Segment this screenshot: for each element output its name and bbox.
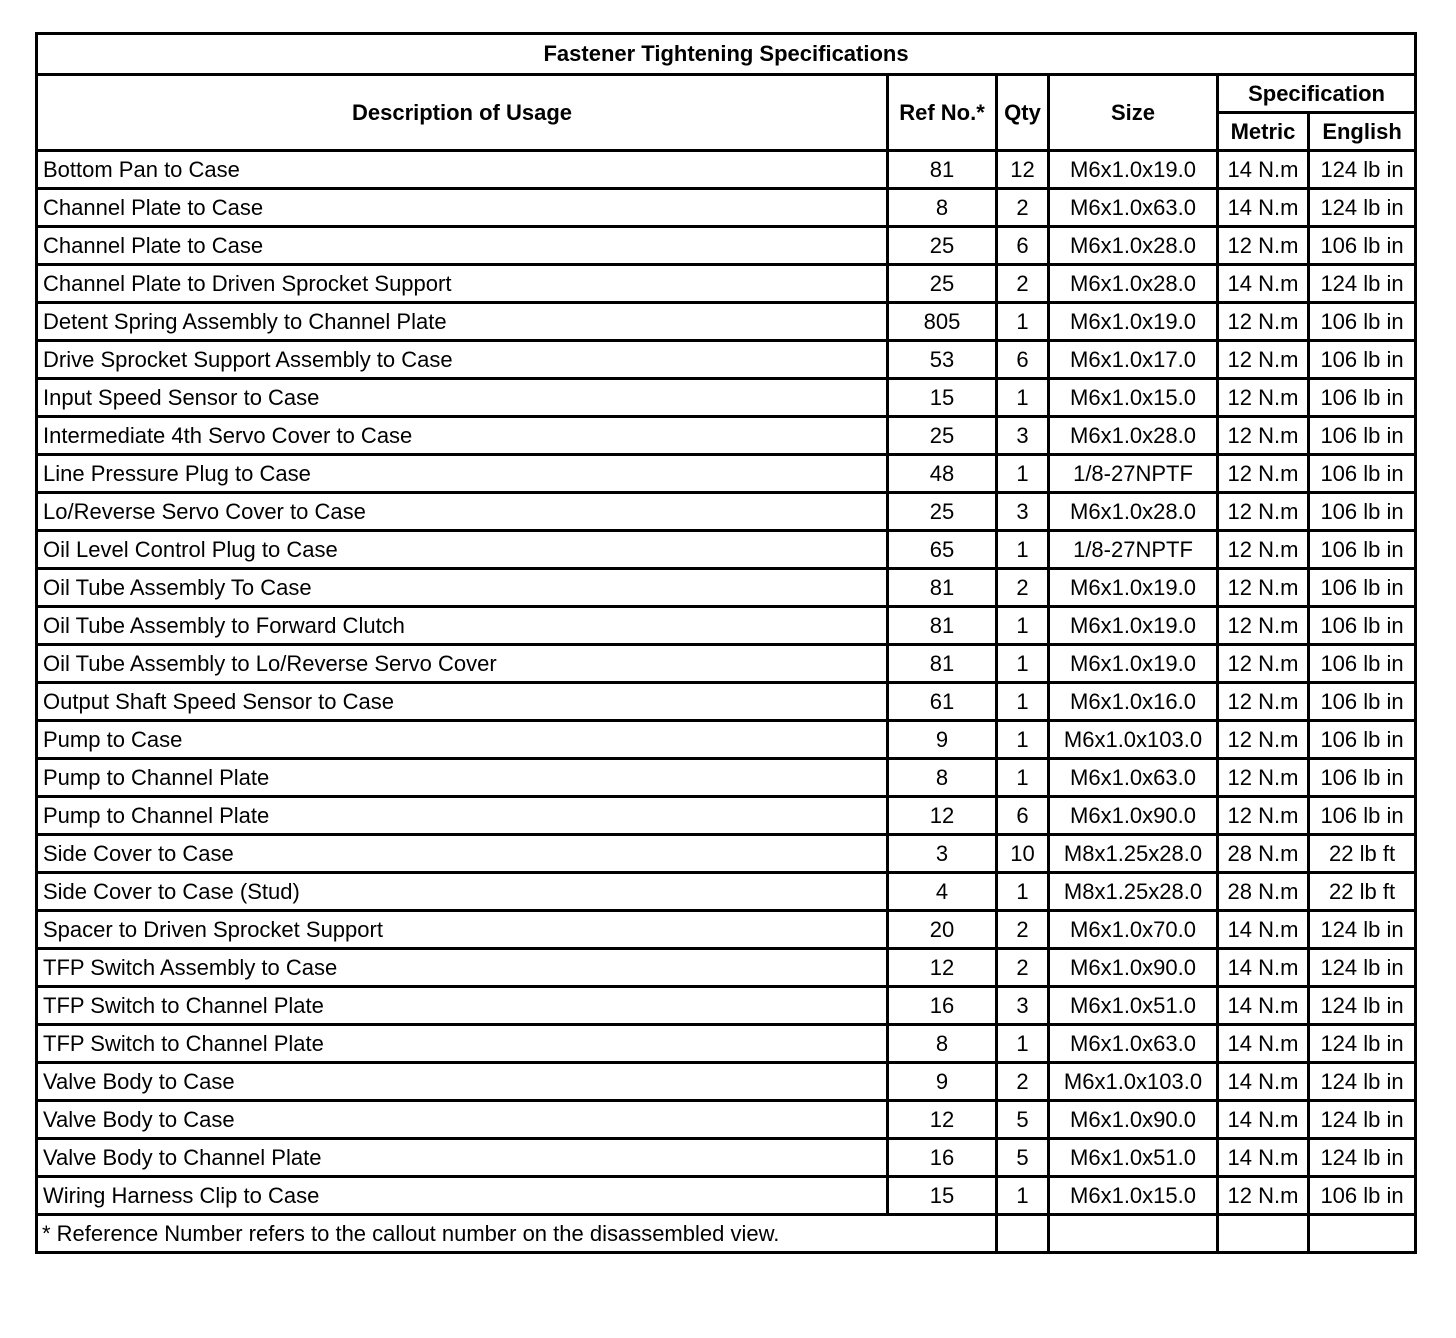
cell-ref-no: 805 (888, 303, 997, 341)
table-row (37, 493, 1416, 531)
cell-description: Valve Body to Channel Plate (37, 1139, 888, 1177)
table-row (37, 1101, 1416, 1139)
cell-metric: 14 N.m (1218, 949, 1309, 987)
cell-ref-no: 81 (888, 151, 997, 189)
cell-size: M6x1.0x19.0 (1049, 607, 1218, 645)
cell-description: Pump to Channel Plate (37, 797, 888, 835)
cell-qty: 2 (997, 911, 1049, 949)
table-row (37, 949, 1416, 987)
cell-qty: 1 (997, 873, 1049, 911)
cell-qty: 2 (997, 265, 1049, 303)
cell-metric: 14 N.m (1218, 1101, 1309, 1139)
cell-qty: 5 (997, 1101, 1049, 1139)
cell-ref-no: 81 (888, 569, 997, 607)
cell-size: M6x1.0x51.0 (1049, 1139, 1218, 1177)
cell-size: 1/8-27NPTF (1049, 531, 1218, 569)
cell-qty: 1 (997, 379, 1049, 417)
cell-ref-no: 4 (888, 873, 997, 911)
table-row (37, 1139, 1416, 1177)
table-row (37, 455, 1416, 493)
cell-english: 106 lb in (1309, 531, 1416, 569)
cell-english: 106 lb in (1309, 1177, 1416, 1215)
cell-english: 124 lb in (1309, 1025, 1416, 1063)
cell-size: M6x1.0x70.0 (1049, 911, 1218, 949)
footer-empty-cell (1309, 1215, 1416, 1253)
cell-english: 106 lb in (1309, 227, 1416, 265)
table-row (37, 341, 1416, 379)
cell-metric: 12 N.m (1218, 797, 1309, 835)
cell-size: M6x1.0x90.0 (1049, 1101, 1218, 1139)
cell-size: M6x1.0x17.0 (1049, 341, 1218, 379)
cell-description: Channel Plate to Case (37, 189, 888, 227)
cell-size: M6x1.0x19.0 (1049, 645, 1218, 683)
cell-english: 22 lb ft (1309, 835, 1416, 873)
cell-english: 124 lb in (1309, 1063, 1416, 1101)
cell-ref-no: 48 (888, 455, 997, 493)
cell-description: Side Cover to Case (Stud) (37, 873, 888, 911)
cell-english: 106 lb in (1309, 303, 1416, 341)
cell-metric: 12 N.m (1218, 493, 1309, 531)
cell-english: 124 lb in (1309, 911, 1416, 949)
cell-english: 106 lb in (1309, 341, 1416, 379)
cell-ref-no: 25 (888, 227, 997, 265)
cell-size: M6x1.0x28.0 (1049, 493, 1218, 531)
table-row (37, 1025, 1416, 1063)
footer-empty-cell (1049, 1215, 1218, 1253)
cell-metric: 14 N.m (1218, 987, 1309, 1025)
cell-metric: 14 N.m (1218, 151, 1309, 189)
cell-ref-no: 9 (888, 1063, 997, 1101)
cell-qty: 2 (997, 1063, 1049, 1101)
cell-qty: 1 (997, 759, 1049, 797)
cell-metric: 12 N.m (1218, 341, 1309, 379)
cell-description: Channel Plate to Driven Sprocket Support (37, 265, 888, 303)
cell-description: Input Speed Sensor to Case (37, 379, 888, 417)
cell-size: M6x1.0x28.0 (1049, 417, 1218, 455)
cell-description: Valve Body to Case (37, 1063, 888, 1101)
cell-metric: 12 N.m (1218, 227, 1309, 265)
cell-english: 124 lb in (1309, 1139, 1416, 1177)
cell-description: Bottom Pan to Case (37, 151, 888, 189)
header-description: Description of Usage (37, 75, 888, 151)
cell-english: 106 lb in (1309, 569, 1416, 607)
cell-metric: 12 N.m (1218, 683, 1309, 721)
cell-ref-no: 12 (888, 949, 997, 987)
cell-description: Output Shaft Speed Sensor to Case (37, 683, 888, 721)
cell-description: Wiring Harness Clip to Case (37, 1177, 888, 1215)
cell-description: Detent Spring Assembly to Channel Plate (37, 303, 888, 341)
table-row (37, 797, 1416, 835)
cell-metric: 28 N.m (1218, 873, 1309, 911)
cell-size: M6x1.0x90.0 (1049, 797, 1218, 835)
footnote: * Reference Number refers to the callout number on the disassembled view. (37, 1215, 997, 1253)
cell-description: Oil Tube Assembly to Forward Clutch (37, 607, 888, 645)
cell-description: Channel Plate to Case (37, 227, 888, 265)
header-ref-no: Ref No.* (888, 75, 997, 151)
cell-metric: 12 N.m (1218, 645, 1309, 683)
cell-qty: 1 (997, 683, 1049, 721)
cell-metric: 14 N.m (1218, 1025, 1309, 1063)
cell-metric: 12 N.m (1218, 531, 1309, 569)
cell-metric: 12 N.m (1218, 607, 1309, 645)
cell-english: 106 lb in (1309, 721, 1416, 759)
cell-description: Lo/Reverse Servo Cover to Case (37, 493, 888, 531)
cell-english: 106 lb in (1309, 455, 1416, 493)
cell-size: M6x1.0x16.0 (1049, 683, 1218, 721)
cell-english: 124 lb in (1309, 949, 1416, 987)
cell-ref-no: 65 (888, 531, 997, 569)
cell-qty: 1 (997, 607, 1049, 645)
table-row (37, 151, 1416, 189)
cell-qty: 1 (997, 303, 1049, 341)
cell-size: M6x1.0x63.0 (1049, 1025, 1218, 1063)
cell-qty: 10 (997, 835, 1049, 873)
table-row (37, 645, 1416, 683)
cell-description: Valve Body to Case (37, 1101, 888, 1139)
table-row (37, 417, 1416, 455)
fastener-spec-table (35, 32, 1417, 1254)
cell-metric: 14 N.m (1218, 265, 1309, 303)
cell-ref-no: 15 (888, 379, 997, 417)
cell-qty: 6 (997, 341, 1049, 379)
table-row (37, 759, 1416, 797)
cell-size: M6x1.0x28.0 (1049, 227, 1218, 265)
cell-qty: 12 (997, 151, 1049, 189)
cell-qty: 3 (997, 493, 1049, 531)
table-row (37, 911, 1416, 949)
table-row (37, 873, 1416, 911)
cell-qty: 1 (997, 531, 1049, 569)
cell-qty: 2 (997, 949, 1049, 987)
cell-description: Intermediate 4th Servo Cover to Case (37, 417, 888, 455)
cell-english: 124 lb in (1309, 987, 1416, 1025)
cell-qty: 3 (997, 417, 1049, 455)
cell-size: 1/8-27NPTF (1049, 455, 1218, 493)
cell-description: Side Cover to Case (37, 835, 888, 873)
cell-english: 106 lb in (1309, 759, 1416, 797)
cell-metric: 14 N.m (1218, 1139, 1309, 1177)
cell-ref-no: 16 (888, 987, 997, 1025)
cell-qty: 1 (997, 721, 1049, 759)
table-row (37, 1177, 1416, 1215)
cell-description: Drive Sprocket Support Assembly to Case (37, 341, 888, 379)
table-row (37, 531, 1416, 569)
cell-description: TFP Switch to Channel Plate (37, 1025, 888, 1063)
cell-ref-no: 8 (888, 1025, 997, 1063)
cell-description: Pump to Channel Plate (37, 759, 888, 797)
cell-english: 124 lb in (1309, 1101, 1416, 1139)
header-metric: Metric (1218, 113, 1309, 151)
cell-qty: 1 (997, 1177, 1049, 1215)
cell-ref-no: 3 (888, 835, 997, 873)
cell-metric: 14 N.m (1218, 1063, 1309, 1101)
cell-size: M8x1.25x28.0 (1049, 835, 1218, 873)
header-english: English (1309, 113, 1416, 151)
table-row (37, 379, 1416, 417)
cell-metric: 12 N.m (1218, 759, 1309, 797)
table-row (37, 189, 1416, 227)
cell-size: M6x1.0x19.0 (1049, 303, 1218, 341)
cell-metric: 14 N.m (1218, 189, 1309, 227)
table-row (37, 721, 1416, 759)
header-size: Size (1049, 75, 1218, 151)
cell-description: Oil Tube Assembly to Lo/Reverse Servo Cover (37, 645, 888, 683)
cell-size: M6x1.0x28.0 (1049, 265, 1218, 303)
cell-english: 106 lb in (1309, 607, 1416, 645)
table-row (37, 303, 1416, 341)
cell-metric: 12 N.m (1218, 455, 1309, 493)
cell-description: Line Pressure Plug to Case (37, 455, 888, 493)
cell-qty: 6 (997, 797, 1049, 835)
cell-ref-no: 8 (888, 759, 997, 797)
cell-qty: 1 (997, 645, 1049, 683)
cell-metric: 12 N.m (1218, 417, 1309, 455)
cell-qty: 2 (997, 189, 1049, 227)
cell-qty: 3 (997, 987, 1049, 1025)
cell-metric: 14 N.m (1218, 911, 1309, 949)
cell-ref-no: 25 (888, 265, 997, 303)
cell-size: M8x1.25x28.0 (1049, 873, 1218, 911)
cell-metric: 12 N.m (1218, 303, 1309, 341)
cell-size: M6x1.0x90.0 (1049, 949, 1218, 987)
cell-english: 124 lb in (1309, 189, 1416, 227)
cell-size: M6x1.0x15.0 (1049, 1177, 1218, 1215)
cell-english: 106 lb in (1309, 645, 1416, 683)
cell-ref-no: 16 (888, 1139, 997, 1177)
cell-ref-no: 53 (888, 341, 997, 379)
cell-metric: 12 N.m (1218, 1177, 1309, 1215)
table-row (37, 569, 1416, 607)
cell-ref-no: 61 (888, 683, 997, 721)
cell-metric: 12 N.m (1218, 721, 1309, 759)
cell-english: 106 lb in (1309, 683, 1416, 721)
cell-qty: 1 (997, 455, 1049, 493)
cell-description: Oil Tube Assembly To Case (37, 569, 888, 607)
cell-english: 106 lb in (1309, 797, 1416, 835)
cell-size: M6x1.0x63.0 (1049, 189, 1218, 227)
cell-description: Pump to Case (37, 721, 888, 759)
cell-ref-no: 20 (888, 911, 997, 949)
cell-metric: 12 N.m (1218, 569, 1309, 607)
cell-qty: 6 (997, 227, 1049, 265)
cell-qty: 5 (997, 1139, 1049, 1177)
cell-size: M6x1.0x19.0 (1049, 569, 1218, 607)
cell-ref-no: 15 (888, 1177, 997, 1215)
cell-english: 124 lb in (1309, 151, 1416, 189)
table-row (37, 987, 1416, 1025)
cell-ref-no: 12 (888, 797, 997, 835)
cell-ref-no: 25 (888, 493, 997, 531)
header-specification: Specification (1218, 75, 1416, 113)
cell-ref-no: 81 (888, 645, 997, 683)
table-row (37, 1063, 1416, 1101)
cell-qty: 1 (997, 1025, 1049, 1063)
table-row (37, 265, 1416, 303)
cell-english: 22 lb ft (1309, 873, 1416, 911)
header-qty: Qty (997, 75, 1049, 151)
cell-metric: 12 N.m (1218, 379, 1309, 417)
cell-size: M6x1.0x103.0 (1049, 721, 1218, 759)
cell-ref-no: 81 (888, 607, 997, 645)
cell-size: M6x1.0x103.0 (1049, 1063, 1218, 1101)
cell-english: 106 lb in (1309, 379, 1416, 417)
cell-description: Oil Level Control Plug to Case (37, 531, 888, 569)
cell-ref-no: 8 (888, 189, 997, 227)
cell-ref-no: 9 (888, 721, 997, 759)
cell-description: TFP Switch Assembly to Case (37, 949, 888, 987)
table-row (37, 835, 1416, 873)
cell-description: Spacer to Driven Sprocket Support (37, 911, 888, 949)
cell-ref-no: 12 (888, 1101, 997, 1139)
table-row (37, 607, 1416, 645)
table-title: Fastener Tightening Specifications (37, 34, 1416, 75)
footer-empty-cell (1218, 1215, 1309, 1253)
table-row (37, 227, 1416, 265)
cell-size: M6x1.0x19.0 (1049, 151, 1218, 189)
cell-size: M6x1.0x51.0 (1049, 987, 1218, 1025)
cell-qty: 2 (997, 569, 1049, 607)
cell-english: 106 lb in (1309, 493, 1416, 531)
cell-metric: 28 N.m (1218, 835, 1309, 873)
table-body (37, 151, 1416, 1215)
cell-size: M6x1.0x63.0 (1049, 759, 1218, 797)
table-row (37, 683, 1416, 721)
cell-english: 106 lb in (1309, 417, 1416, 455)
cell-ref-no: 25 (888, 417, 997, 455)
cell-english: 124 lb in (1309, 265, 1416, 303)
footer-empty-cell (997, 1215, 1049, 1253)
cell-size: M6x1.0x15.0 (1049, 379, 1218, 417)
cell-description: TFP Switch to Channel Plate (37, 987, 888, 1025)
